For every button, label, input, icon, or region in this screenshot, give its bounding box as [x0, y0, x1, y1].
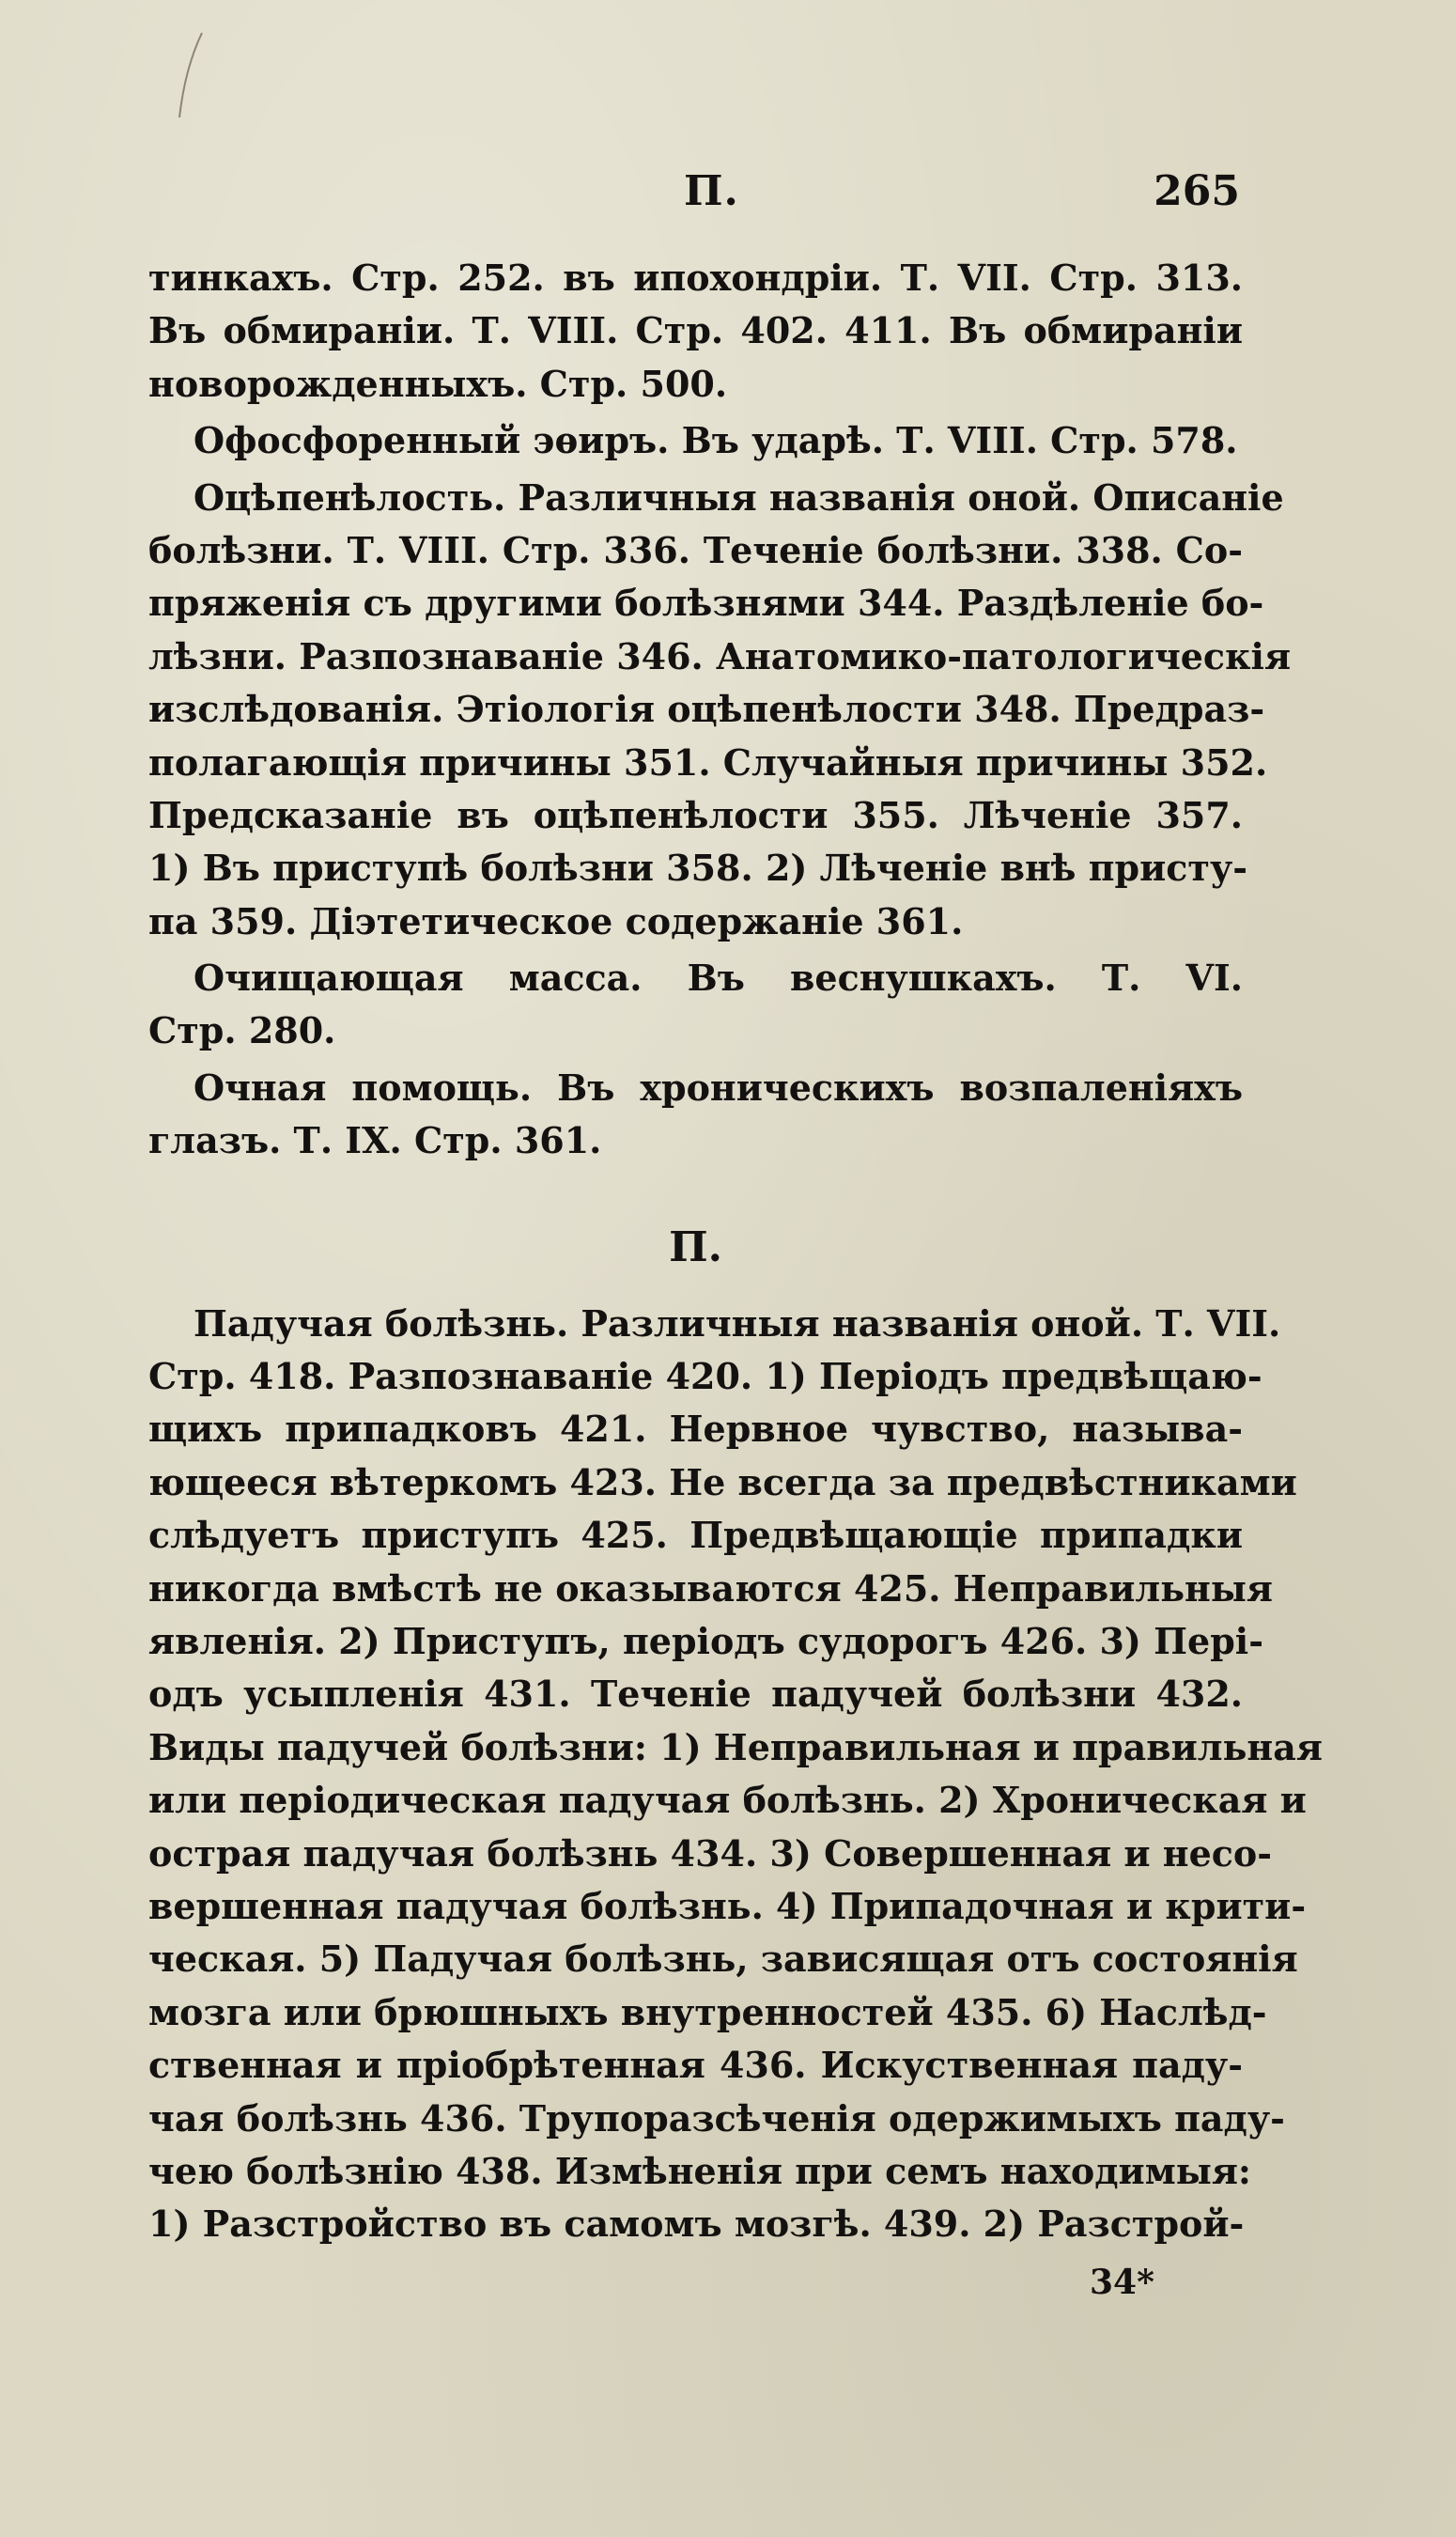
entry-line: чею болѣзнію 438. Измѣненія при семъ находимыя: — [148, 2149, 1251, 2192]
entry-line: ющееся вѣтеркомъ 423. Не всегда за предвѣстниками — [148, 1460, 1297, 1503]
entry-line: Въ обмираніи. Т. VIII. Стр. 402. 411. Въ обмираніи — [148, 309, 1243, 352]
entry-line: 1) Въ приступѣ болѣзни 358. 2) Лѣченіе внѣ присту- — [148, 847, 1248, 890]
entry-line: одъ усыпленія 431. Теченіе падучей болѣзни 432. — [148, 1673, 1243, 1716]
entry-line: вершенная падучая болѣзнь. 4) Припадочная и крити- — [148, 1884, 1307, 1927]
index-entry — [148, 252, 1243, 411]
entries-o — [148, 252, 1292, 1168]
entry-line: па 359. Діэтетическое содержаніе 361. — [148, 899, 964, 942]
entry-line: щихъ припадковъ 421. Нервное чувство, называ- — [148, 1408, 1243, 1451]
entry-line: острая падучая болѣзнь 434. 3) Совершенная и несо- — [148, 1831, 1273, 1875]
entry-line: мозга или брюшныхъ внутренностей 435. 6) Наслѣд- — [148, 1990, 1267, 2033]
section-gap — [148, 1269, 1243, 1298]
index-entry — [148, 1062, 1243, 1168]
entry-line: Очищающая масса. Въ веснушкахъ. Т. VI. — [194, 957, 1243, 1000]
entry-line: явленія. 2) Приступъ, періодъ судорогъ 426. 3) Пері- — [148, 1619, 1263, 1662]
section-heading: П. — [669, 1222, 722, 1271]
running-head — [0, 167, 1456, 233]
entry-line: 1) Разстройство въ самомъ мозгѣ. 439. 2) Разстрой- — [148, 2202, 1245, 2246]
entry-line: изслѣдованія. Этіологія оцѣпенѣлости 348. Предраз- — [148, 688, 1265, 731]
entry-line: тинкахъ. Стр. 252. въ ипохондріи. Т. VII. Стр. 313. — [148, 257, 1243, 299]
entry-line: полагающія причины 351. Случайныя причины 352. — [148, 740, 1268, 784]
index-text — [148, 252, 1323, 2251]
entry-line: Виды падучей болѣзни: 1) Неправильная и правильная — [148, 1725, 1323, 1768]
pencil-mark — [174, 28, 211, 122]
entry-line: глазъ. Т. IX. Стр. 361. — [148, 1119, 602, 1162]
entry-line: ственная и пріобрѣтенная 436. Искуственная паду- — [148, 2044, 1243, 2087]
index-entry — [148, 472, 1292, 949]
entries-p — [148, 1298, 1323, 2251]
entry-line: слѣдуетъ приступъ 425. Предвѣщающіе припадки — [148, 1514, 1243, 1557]
entry-line: лѣзни. Разпознаваніе 346. Анатомико-патологическія — [148, 634, 1292, 677]
index-entry — [148, 952, 1243, 1058]
entry-line: Оцѣпенѣлость. Различныя названія оной. Описаніе — [194, 475, 1284, 519]
entry-line: Офосфоренный эѳиръ. Въ ударѣ. Т. VIII. Стр. 578. — [194, 419, 1238, 462]
entry-line: болѣзни. Т. VIII. Стр. 336. Теченіе болѣзни. 338. Со- — [148, 528, 1243, 571]
entry-line: новорожденныхъ. Стр. 500. — [148, 362, 728, 405]
entry-line: Стр. 280. — [148, 1009, 336, 1052]
entry-line: или періодическая падучая болѣзнь. 2) Хроническая и — [148, 1779, 1307, 1822]
entry-line: Стр. 418. Разпознаваніе 420. 1) Періодъ предвѣщаю- — [148, 1355, 1262, 1398]
entry-line: пряженія съ другими болѣзнями 344. Раздѣленіе бо- — [148, 582, 1264, 625]
entry-line: Очная помощь. Въ хроническихъ возпаленіяхъ — [194, 1066, 1243, 1109]
entry-line: Падучая болѣзнь. Различныя названія оной. Т. VII. — [194, 1301, 1281, 1345]
index-entry — [148, 414, 1243, 467]
running-head-letter: П. — [684, 167, 739, 215]
page-number: 265 — [1154, 167, 1240, 215]
entry-line: Предсказаніе въ оцѣпенѣлости 355. Лѣченіе 357. — [148, 793, 1243, 836]
index-entry — [148, 1298, 1323, 2251]
entry-line: чая болѣзнь 436. Трупоразсѣченія одержимыхъ паду- — [148, 2096, 1285, 2140]
entry-line: никогда вмѣстѣ не оказываются 425. Неправильныя — [148, 1566, 1273, 1610]
section-gap — [148, 1168, 1243, 1196]
signature-mark: 34* — [1090, 2263, 1154, 2302]
entry-line: ческая. 5) Падучая болѣзнь, зависящая отъ состоянія — [148, 1938, 1298, 1981]
